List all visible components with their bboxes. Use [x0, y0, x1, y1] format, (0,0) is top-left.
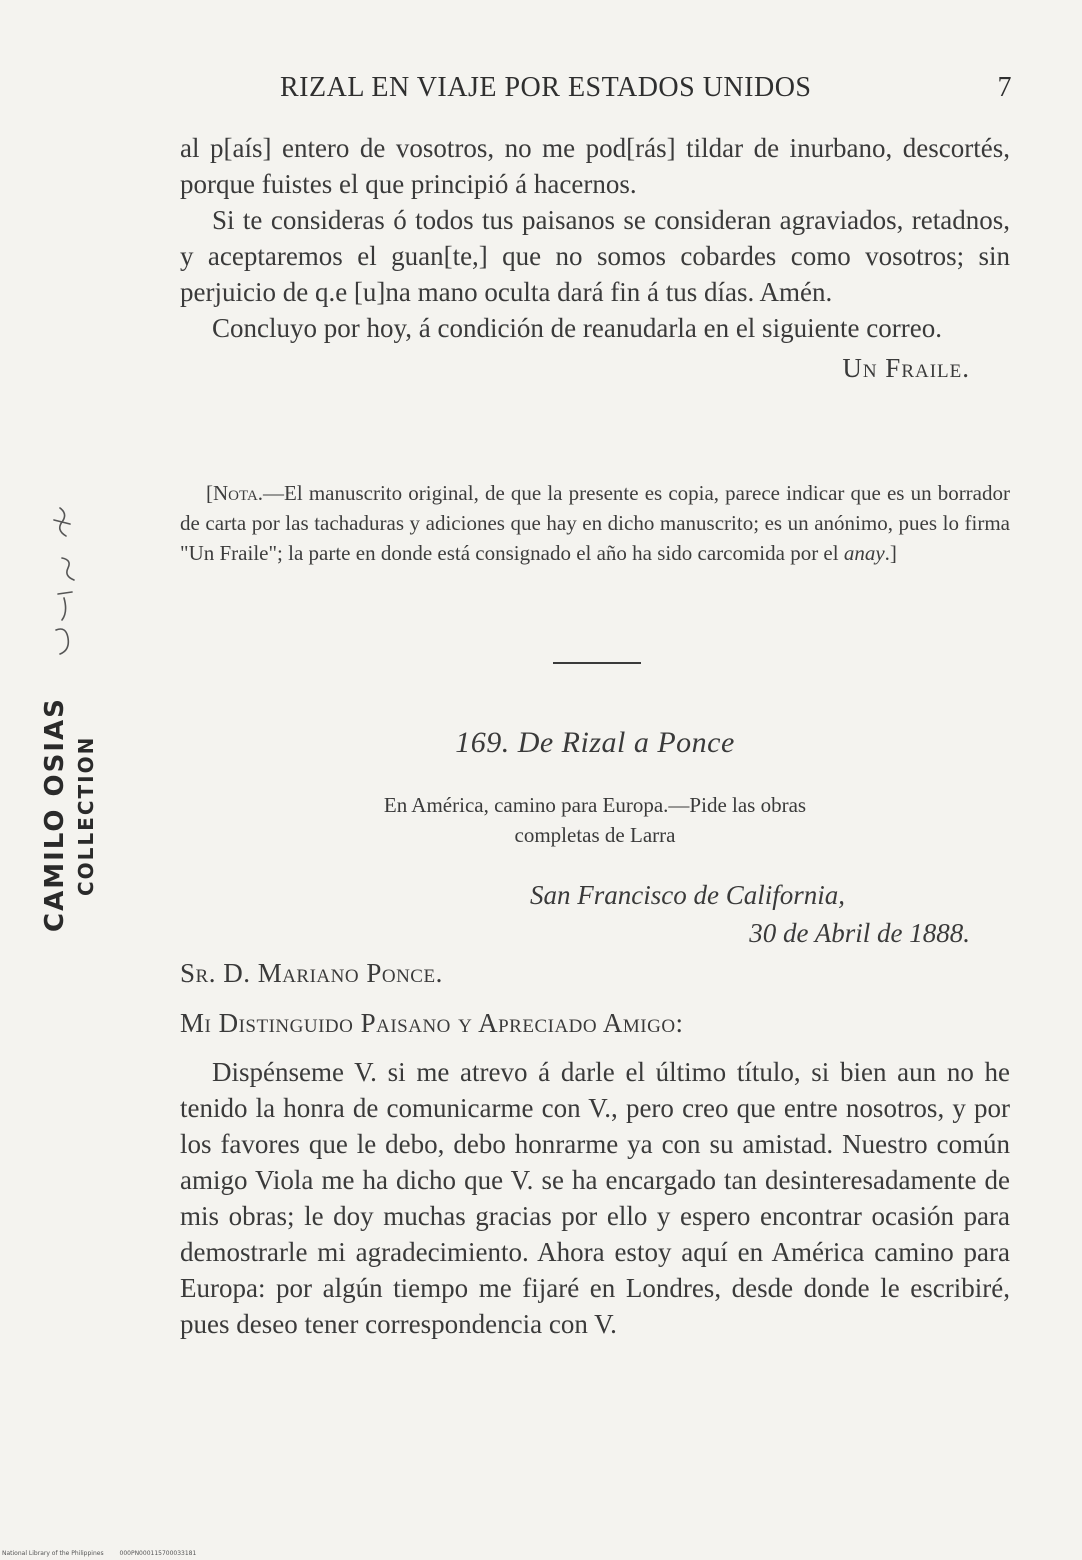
- paragraph-3: Concluyo por hoy, á condición de reanudarla en el siguiente correo.: [212, 313, 942, 343]
- letter-summary: [260, 790, 930, 850]
- note-label: [Nota.: [206, 481, 264, 505]
- stamp-line-1: CAMILO OSIAS: [40, 697, 70, 932]
- signature: Un Fraile.: [842, 353, 970, 383]
- note-closing: .]: [884, 541, 897, 565]
- running-title: RIZAL EN VIAJE POR ESTADOS UNIDOS: [280, 72, 812, 103]
- dateline-place: San Francisco de California,: [530, 880, 845, 910]
- handwriting-scribble-icon: [40, 498, 100, 668]
- dateline-date: 30 de Abril de 1888.: [749, 918, 970, 948]
- handwritten-annotation: [40, 498, 100, 668]
- stamp-line-2: COLLECTION: [74, 735, 98, 896]
- note-italic-word: anay: [843, 541, 885, 565]
- summary-line-1: En América, camino para Europa.—Pide las obras: [383, 793, 807, 817]
- page-header: [280, 72, 1020, 112]
- note-text: —El manuscrito original, de que la presente es copia, parece indicar que es un borrador de carta por las tachaduras y adiciones que hay en dicho manuscrito; es un anónimo, pues lo firma "Un Fraile"; la parte en donde está consignado el año ha sido carcomida por el: [180, 481, 1010, 565]
- paragraph-1: al p[aís] entero de vosotros, no me pod[rás] tildar de inurbano, descortés, porque fuistes el que principió á hacernos.: [180, 133, 1010, 199]
- letter-addressee: Sr. D. Mariano Ponce.: [180, 958, 443, 988]
- page-number: 7: [997, 72, 1012, 103]
- summary-line-2: completas de Larra: [514, 823, 676, 847]
- editor-note: [180, 478, 1010, 568]
- letter-body: Dispénseme V. si me atrevo á darle el último título, si bien aun no he tenido la honra de comunicarme con V., pero creo que entre nosotros, y por los favores que le debo, debo honrarme ya con su amistad. Nuestro común amigo Viola me ha dicho que V. se ha encargado tan desinteresadamente de mis obras; le doy muchas gracias por ello y espero encontrar ocasión para demostrarle mi agradecimiento. Ahora estoy aquí en América camino para Europa: por algún tiempo me fijaré en Londres, desde donde le escribiré, pues deseo tener correspondencia con V.: [180, 1057, 1010, 1339]
- letter-body-block: [180, 1054, 1010, 1342]
- top-text-block: [180, 130, 1010, 386]
- footer-library: National Library of the Philippines: [2, 1550, 104, 1557]
- letter-dateline: [500, 876, 970, 952]
- letter-salutation: Mi Distinguido Paisano y Apreciado Amigo:: [180, 1008, 684, 1038]
- footer-code: 000PN000115700033181: [119, 1550, 197, 1557]
- scan-footer: [2, 1550, 210, 1557]
- letter-title: 169. De Rizal a Ponce: [455, 726, 735, 759]
- section-divider: [553, 662, 641, 664]
- collection-stamp: [36, 697, 106, 940]
- paragraph-2: Si te consideras ó todos tus paisanos se consideran agraviados, retadnos, y aceptaremos el guan[te,] que no somos cobardes como vosotros; sin perjuicio de q.e [u]na mano oculta dará fin á tus días. Amén.: [180, 205, 1010, 307]
